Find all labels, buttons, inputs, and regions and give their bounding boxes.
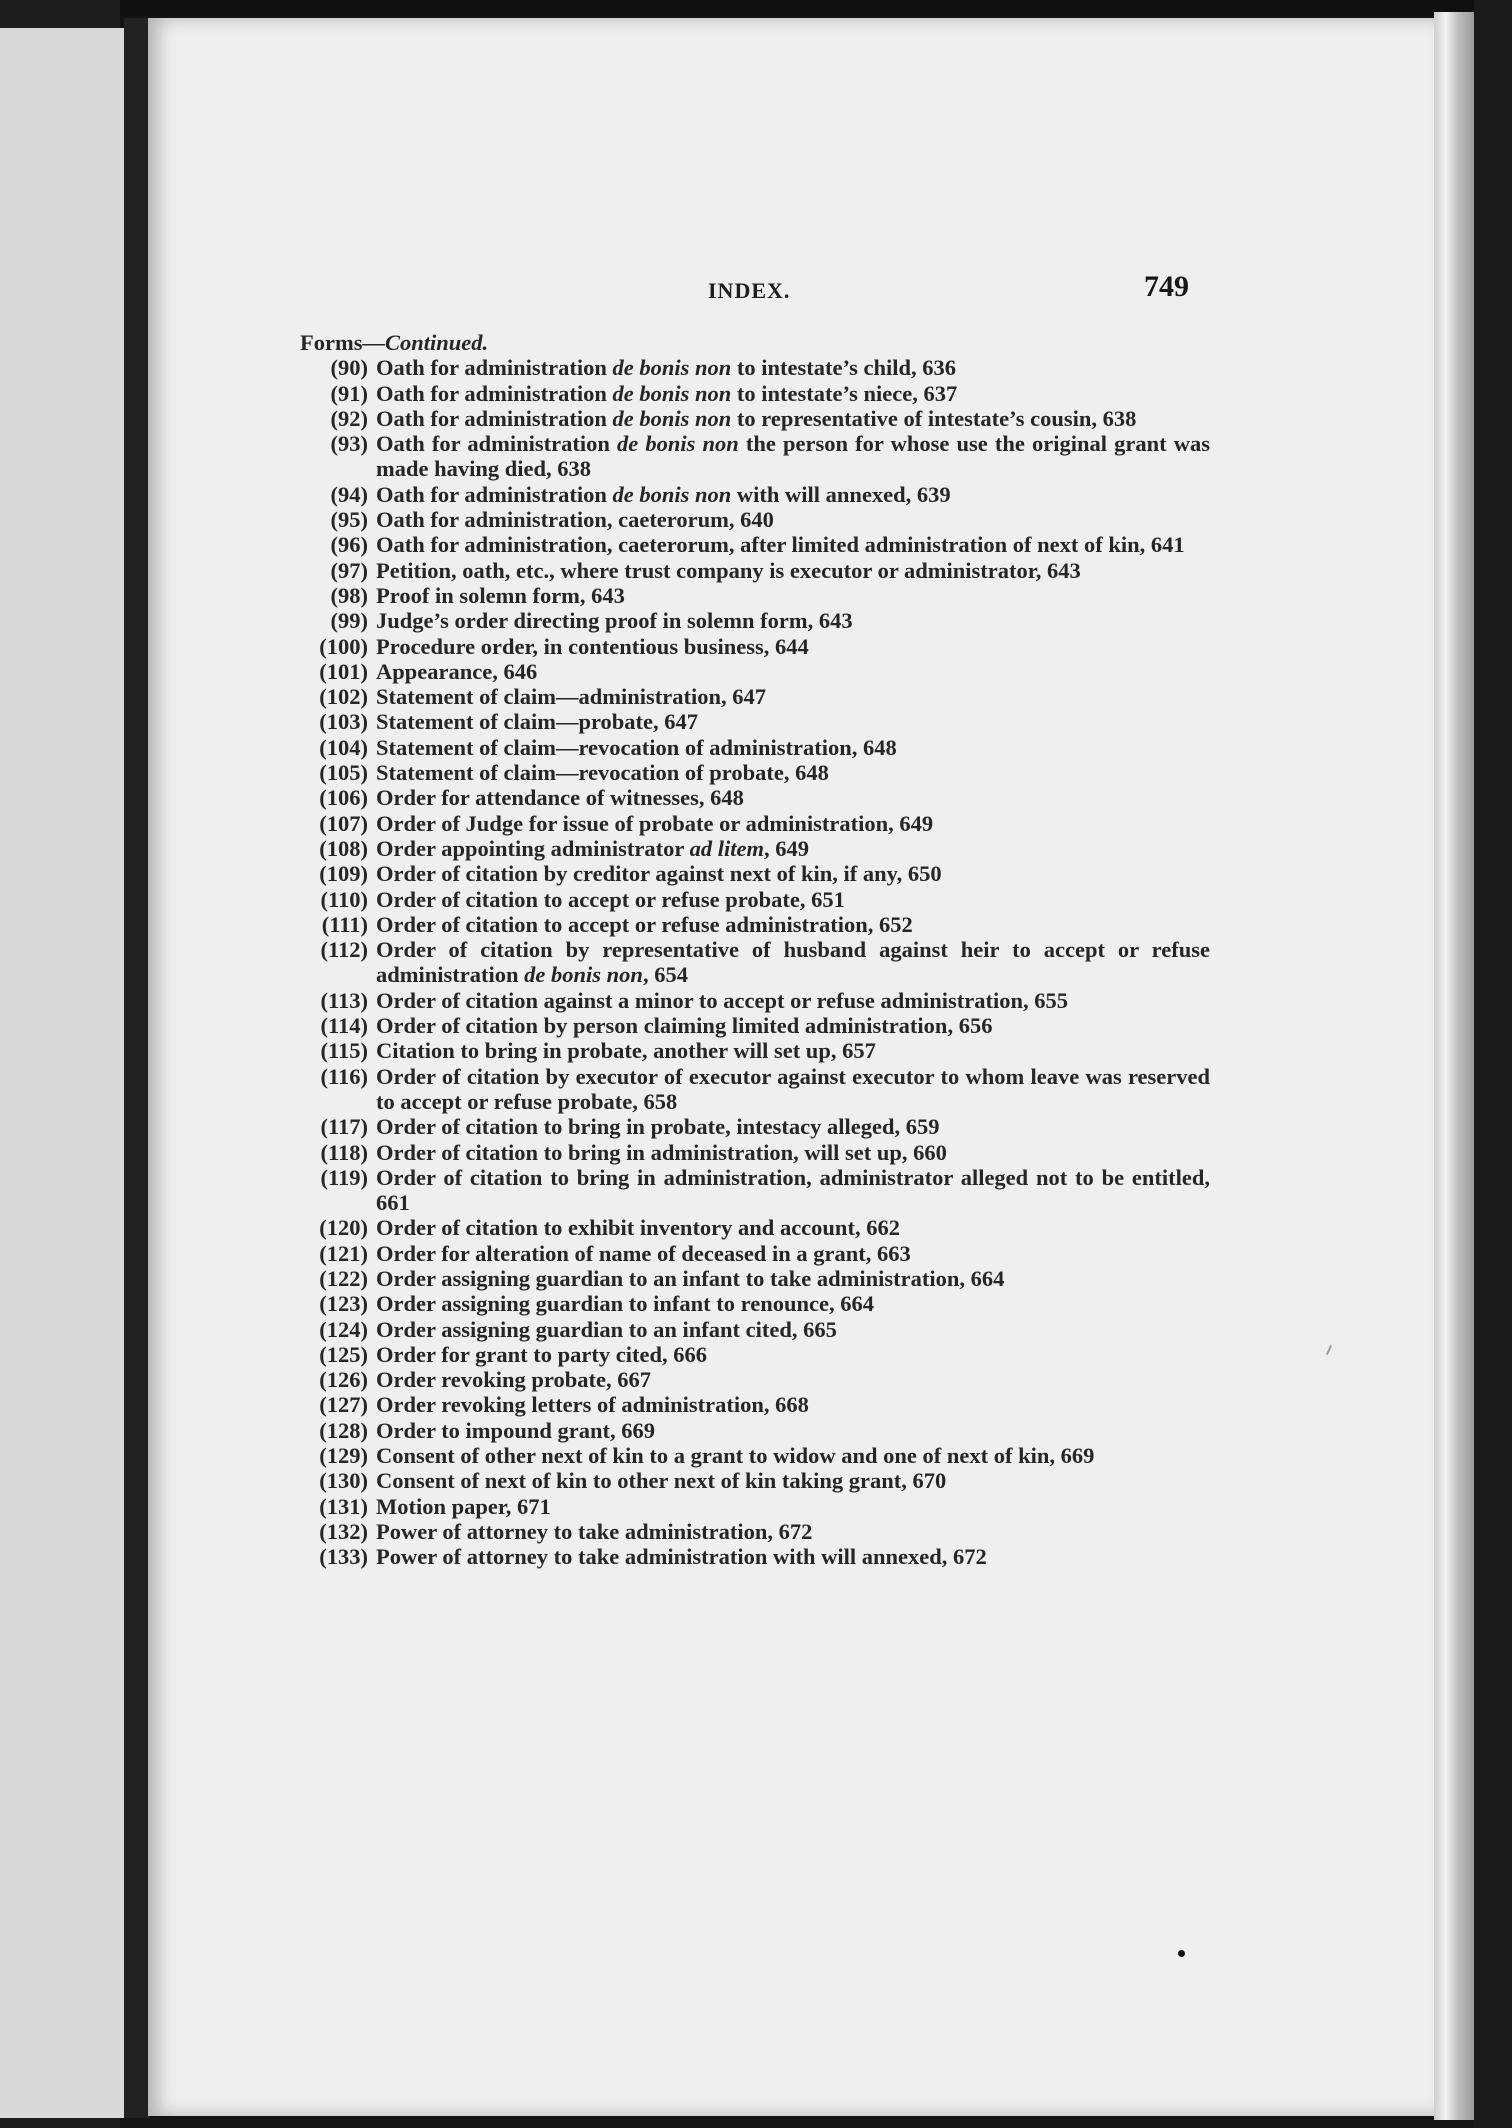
- entry-text-segment: to intestate’s niece, 637: [731, 380, 958, 406]
- entry-text: [374, 836, 1210, 861]
- index-entry: [300, 785, 1210, 810]
- entry-text-segment: Oath for administration: [376, 431, 617, 457]
- entry-text-segment: Order of citation by person claiming limited administration, 656: [376, 1013, 993, 1039]
- entry-number: (129): [319, 1443, 368, 1469]
- entry-text: [374, 1468, 1210, 1493]
- entry-text-italic: ad litem: [689, 835, 764, 861]
- entry-text-segment: Statement of claim—administration, 647: [376, 684, 766, 710]
- index-entry: [300, 1544, 1210, 1569]
- entry-text-segment: Order assigning guardian to an infant to take administration, 664: [376, 1265, 1005, 1291]
- index-entry: [300, 1317, 1210, 1342]
- index-entry: [300, 1342, 1210, 1367]
- entry-text: [374, 785, 1210, 810]
- entry-text: [374, 634, 1210, 659]
- index-entry: [300, 811, 1210, 836]
- entry-text-segment: Motion paper, 671: [376, 1493, 551, 1519]
- entry-text-segment: to intestate’s child, 636: [731, 355, 957, 381]
- entry-number: (113): [320, 987, 368, 1013]
- entry-text-segment: Consent of other next of kin to a grant to widow and one of next of kin, 669: [376, 1443, 1095, 1469]
- entry-text: [374, 558, 1210, 583]
- index-entry: [300, 507, 1210, 532]
- entry-text-segment: Order of citation by representative of husband against heir to accept or refuse administration: [376, 937, 1210, 988]
- entry-text-segment: Procedure order, in contentious business, 644: [376, 633, 809, 659]
- entry-text: [374, 608, 1210, 633]
- entry-number: (123): [319, 1291, 368, 1317]
- page-number: 749: [1144, 270, 1189, 303]
- entry-text: [374, 532, 1210, 557]
- index-entry: [300, 431, 1210, 482]
- entry-text-segment: Order of citation against a minor to accept or refuse administration, 655: [376, 987, 1069, 1013]
- index-entry: [300, 1064, 1210, 1115]
- entry-text-segment: Oath for administration: [376, 355, 613, 381]
- index-entry: [300, 583, 1210, 608]
- entry-text: [374, 861, 1210, 886]
- entry-text: [374, 735, 1210, 760]
- entry-text-segment: Power of attorney to take administration with will annexed, 672: [376, 1544, 987, 1570]
- entry-text: [374, 811, 1210, 836]
- entry-number: (119): [320, 1164, 368, 1190]
- entry-text: [374, 355, 1210, 380]
- entry-text-segment: Order for grant to party cited, 666: [376, 1341, 707, 1367]
- entry-text: [374, 1392, 1210, 1417]
- index-entry: [300, 406, 1210, 431]
- entry-text: [374, 1215, 1210, 1240]
- entry-number: (97): [330, 557, 368, 583]
- entry-text: [374, 912, 1210, 937]
- index-entry: [300, 735, 1210, 760]
- entry-text: [374, 381, 1210, 406]
- index-entry: [300, 1392, 1210, 1417]
- entry-text-segment: Order of citation to accept or refuse administration, 652: [376, 911, 913, 937]
- index-entry: [300, 1215, 1210, 1240]
- entry-number: (103): [319, 709, 368, 735]
- entry-text-segment: Order of citation to exhibit inventory and account, 662: [376, 1215, 900, 1241]
- entry-text-segment: Order to impound grant, 669: [376, 1417, 655, 1443]
- entry-text-segment: Oath for administration, caeterorum, after limited administration of next of kin, 641: [376, 532, 1185, 558]
- entry-number: (107): [319, 810, 368, 836]
- entry-text-segment: Order of citation to bring in probate, intestacy alleged, 659: [376, 1114, 940, 1140]
- entry-number: (105): [319, 760, 368, 786]
- entry-text-italic: de bonis non: [612, 355, 732, 381]
- index-entry: [300, 1494, 1210, 1519]
- page-stack-edge: [1434, 12, 1474, 2120]
- index-entry: [300, 760, 1210, 785]
- entry-text: [374, 1443, 1210, 1468]
- index-entry: [300, 1418, 1210, 1443]
- index-heading-continued: —Continued.: [362, 330, 489, 355]
- entry-number: (93): [330, 431, 368, 457]
- entry-text: [374, 1064, 1210, 1115]
- entry-text: [374, 684, 1210, 709]
- index-entry: [300, 1114, 1210, 1139]
- entry-number: (111): [321, 911, 368, 937]
- index-entry: [300, 988, 1210, 1013]
- entry-text-segment: Petition, oath, etc., where trust company is executor or administrator, 643: [376, 557, 1081, 583]
- entry-text-segment: Order revoking probate, 667: [376, 1367, 651, 1393]
- entry-text-segment: Judge’s order directing proof in solemn form, 643: [376, 608, 853, 634]
- entry-text: [374, 887, 1210, 912]
- index-entry: [300, 1013, 1210, 1038]
- entry-text: [374, 760, 1210, 785]
- entry-text-segment: Oath for administration: [376, 481, 613, 507]
- entry-number: (115): [320, 1038, 368, 1064]
- entry-text-segment: Oath for administration: [376, 380, 613, 406]
- entry-number: (125): [319, 1341, 368, 1367]
- entry-number: (133): [319, 1544, 368, 1570]
- book-binding: [124, 18, 150, 2118]
- entry-text: [374, 507, 1210, 532]
- entry-number: (120): [319, 1215, 368, 1241]
- entry-text-segment: Order of citation to accept or refuse probate, 651: [376, 886, 845, 912]
- entry-text: [374, 659, 1210, 684]
- index-entry: [300, 1367, 1210, 1392]
- entry-number: (127): [319, 1392, 368, 1418]
- entry-text-segment: Statement of claim—probate, 647: [376, 709, 699, 735]
- entry-number: (131): [319, 1493, 368, 1519]
- index-entry: [300, 1443, 1210, 1468]
- entry-text-segment: Order of citation to bring in administration, administrator alleged not to be entitled, 661: [376, 1164, 1210, 1216]
- scan-right-border: [1474, 0, 1512, 2128]
- entry-text: [374, 406, 1210, 431]
- entry-text: [374, 937, 1210, 988]
- entry-number: (122): [319, 1265, 368, 1291]
- index-entries: [300, 355, 1210, 1569]
- entry-text-italic: de bonis non: [612, 405, 732, 431]
- entry-text-segment: Statement of claim—revocation of administration, 648: [376, 734, 897, 760]
- entry-text-italic: de bonis non: [612, 481, 732, 507]
- entry-text: [374, 1114, 1210, 1139]
- entry-text: [374, 1544, 1210, 1569]
- entry-text-segment: Order of citation to bring in administration, will set up, 660: [376, 1139, 947, 1165]
- entry-text-segment: Order revoking letters of administration, 668: [376, 1392, 809, 1418]
- entry-number: (114): [320, 1013, 368, 1039]
- entry-text-segment: Order of citation by executor of executor against executor to whom leave was reserved to accept or refuse probate, 658: [376, 1063, 1210, 1114]
- index-entry: [300, 532, 1210, 557]
- entry-number: (102): [319, 684, 368, 710]
- index-heading-term: Forms: [300, 330, 363, 355]
- entry-text: [374, 1494, 1210, 1519]
- index-entry: [300, 659, 1210, 684]
- entry-number: (112): [320, 937, 368, 963]
- entry-text-italic: de bonis non: [524, 962, 643, 988]
- entry-text: [374, 1342, 1210, 1367]
- entry-number: (121): [319, 1240, 368, 1266]
- entry-text-segment: Order assigning guardian to infant to renounce, 664: [376, 1291, 874, 1317]
- index-entry: [300, 887, 1210, 912]
- index-entry: [300, 1241, 1210, 1266]
- index-entry: [300, 1519, 1210, 1544]
- entry-text: [374, 1519, 1210, 1544]
- entry-text-segment: Order appointing administrator: [376, 835, 690, 861]
- index-entry: [300, 1038, 1210, 1063]
- entry-number: (91): [330, 380, 368, 406]
- entry-text: [374, 583, 1210, 608]
- entry-number: (106): [319, 785, 368, 811]
- index-body: [300, 330, 1210, 1570]
- index-entry: [300, 355, 1210, 380]
- entry-text: [374, 1140, 1210, 1165]
- index-entry: [300, 1140, 1210, 1165]
- entry-text-segment: Proof in solemn form, 643: [376, 582, 625, 608]
- entry-number: (110): [320, 886, 368, 912]
- index-entry: [300, 1165, 1210, 1216]
- entry-text-segment: Oath for administration, caeterorum, 640: [376, 507, 774, 533]
- entry-number: (116): [320, 1063, 368, 1089]
- entry-number: (95): [330, 507, 368, 533]
- entry-text-segment: , 649: [763, 835, 809, 861]
- entry-number: (101): [319, 658, 368, 684]
- entry-text: [374, 1367, 1210, 1392]
- index-heading: [300, 330, 1210, 355]
- entry-text-segment: Order of Judge for issue of probate or administration, 649: [376, 810, 934, 836]
- entry-text-segment: Power of attorney to take administration, 672: [376, 1518, 813, 1544]
- index-entry: [300, 634, 1210, 659]
- entry-number: (99): [330, 608, 368, 634]
- entry-number: (104): [319, 734, 368, 760]
- entry-text: [374, 1241, 1210, 1266]
- index-entry: [300, 912, 1210, 937]
- entry-number: (90): [330, 355, 368, 381]
- entry-text-segment: , 654: [642, 962, 688, 988]
- entry-text: [374, 988, 1210, 1013]
- entry-number: (128): [319, 1417, 368, 1443]
- entry-text-segment: with will annexed, 639: [731, 481, 951, 507]
- running-head-title: INDEX.: [708, 278, 791, 303]
- entry-text: [374, 1418, 1210, 1443]
- entry-text: [374, 1013, 1210, 1038]
- entry-number: (118): [320, 1139, 368, 1165]
- scan-speck: [1178, 1950, 1185, 1957]
- entry-number: (130): [319, 1468, 368, 1494]
- index-entry: [300, 1266, 1210, 1291]
- entry-text-segment: Order for attendance of witnesses, 648: [376, 785, 744, 811]
- entry-text-segment: Order of citation by creditor against next of kin, if any, 650: [376, 861, 942, 887]
- index-entry: [300, 482, 1210, 507]
- entry-number: (124): [319, 1316, 368, 1342]
- entry-text-segment: Citation to bring in probate, another will set up, 657: [376, 1038, 876, 1064]
- index-entry: [300, 937, 1210, 988]
- entry-number: (108): [319, 835, 368, 861]
- index-entry: [300, 608, 1210, 633]
- entry-text: [374, 1266, 1210, 1291]
- entry-text-segment: Consent of next of kin to other next of kin taking grant, 670: [376, 1468, 947, 1494]
- entry-text-segment: Order assigning guardian to an infant cited, 665: [376, 1316, 837, 1342]
- entry-text-segment: Oath for administration: [376, 405, 613, 431]
- entry-text-italic: de bonis non: [616, 431, 739, 457]
- index-entry: [300, 1291, 1210, 1316]
- scan-top-border: [0, 0, 1512, 16]
- entry-text-italic: de bonis non: [612, 380, 732, 406]
- index-entry: [300, 836, 1210, 861]
- entry-text-segment: to representative of intestate’s cousin, 638: [731, 405, 1137, 431]
- entry-text-segment: Order for alteration of name of deceased in a grant, 663: [376, 1240, 911, 1266]
- index-entry: [300, 684, 1210, 709]
- entry-number: (132): [319, 1518, 368, 1544]
- entry-number: (96): [330, 532, 368, 558]
- index-entry: [300, 709, 1210, 734]
- index-entry: [300, 558, 1210, 583]
- entry-text-segment: Statement of claim—revocation of probate, 648: [376, 760, 829, 786]
- entry-number: (126): [319, 1367, 368, 1393]
- index-entry: [300, 1468, 1210, 1493]
- entry-number: (92): [330, 405, 368, 431]
- entry-text: [374, 709, 1210, 734]
- entry-text: [374, 1317, 1210, 1342]
- entry-text: [374, 482, 1210, 507]
- running-head: [148, 270, 1438, 314]
- index-entry: [300, 381, 1210, 406]
- entry-text: [374, 1165, 1210, 1216]
- entry-number: (117): [320, 1114, 368, 1140]
- entry-number: (100): [319, 633, 368, 659]
- entry-text: [374, 1038, 1210, 1063]
- entry-text-segment: the person for whose use the original grant was made having died, 638: [376, 431, 1210, 482]
- entry-number: (98): [330, 582, 368, 608]
- entry-text: [374, 431, 1210, 482]
- facing-page-edge: [0, 28, 124, 2118]
- entry-number: (109): [319, 861, 368, 887]
- entry-text: [374, 1291, 1210, 1316]
- entry-text-segment: Appearance, 646: [376, 658, 538, 684]
- entry-number: (94): [330, 481, 368, 507]
- index-entry: [300, 861, 1210, 886]
